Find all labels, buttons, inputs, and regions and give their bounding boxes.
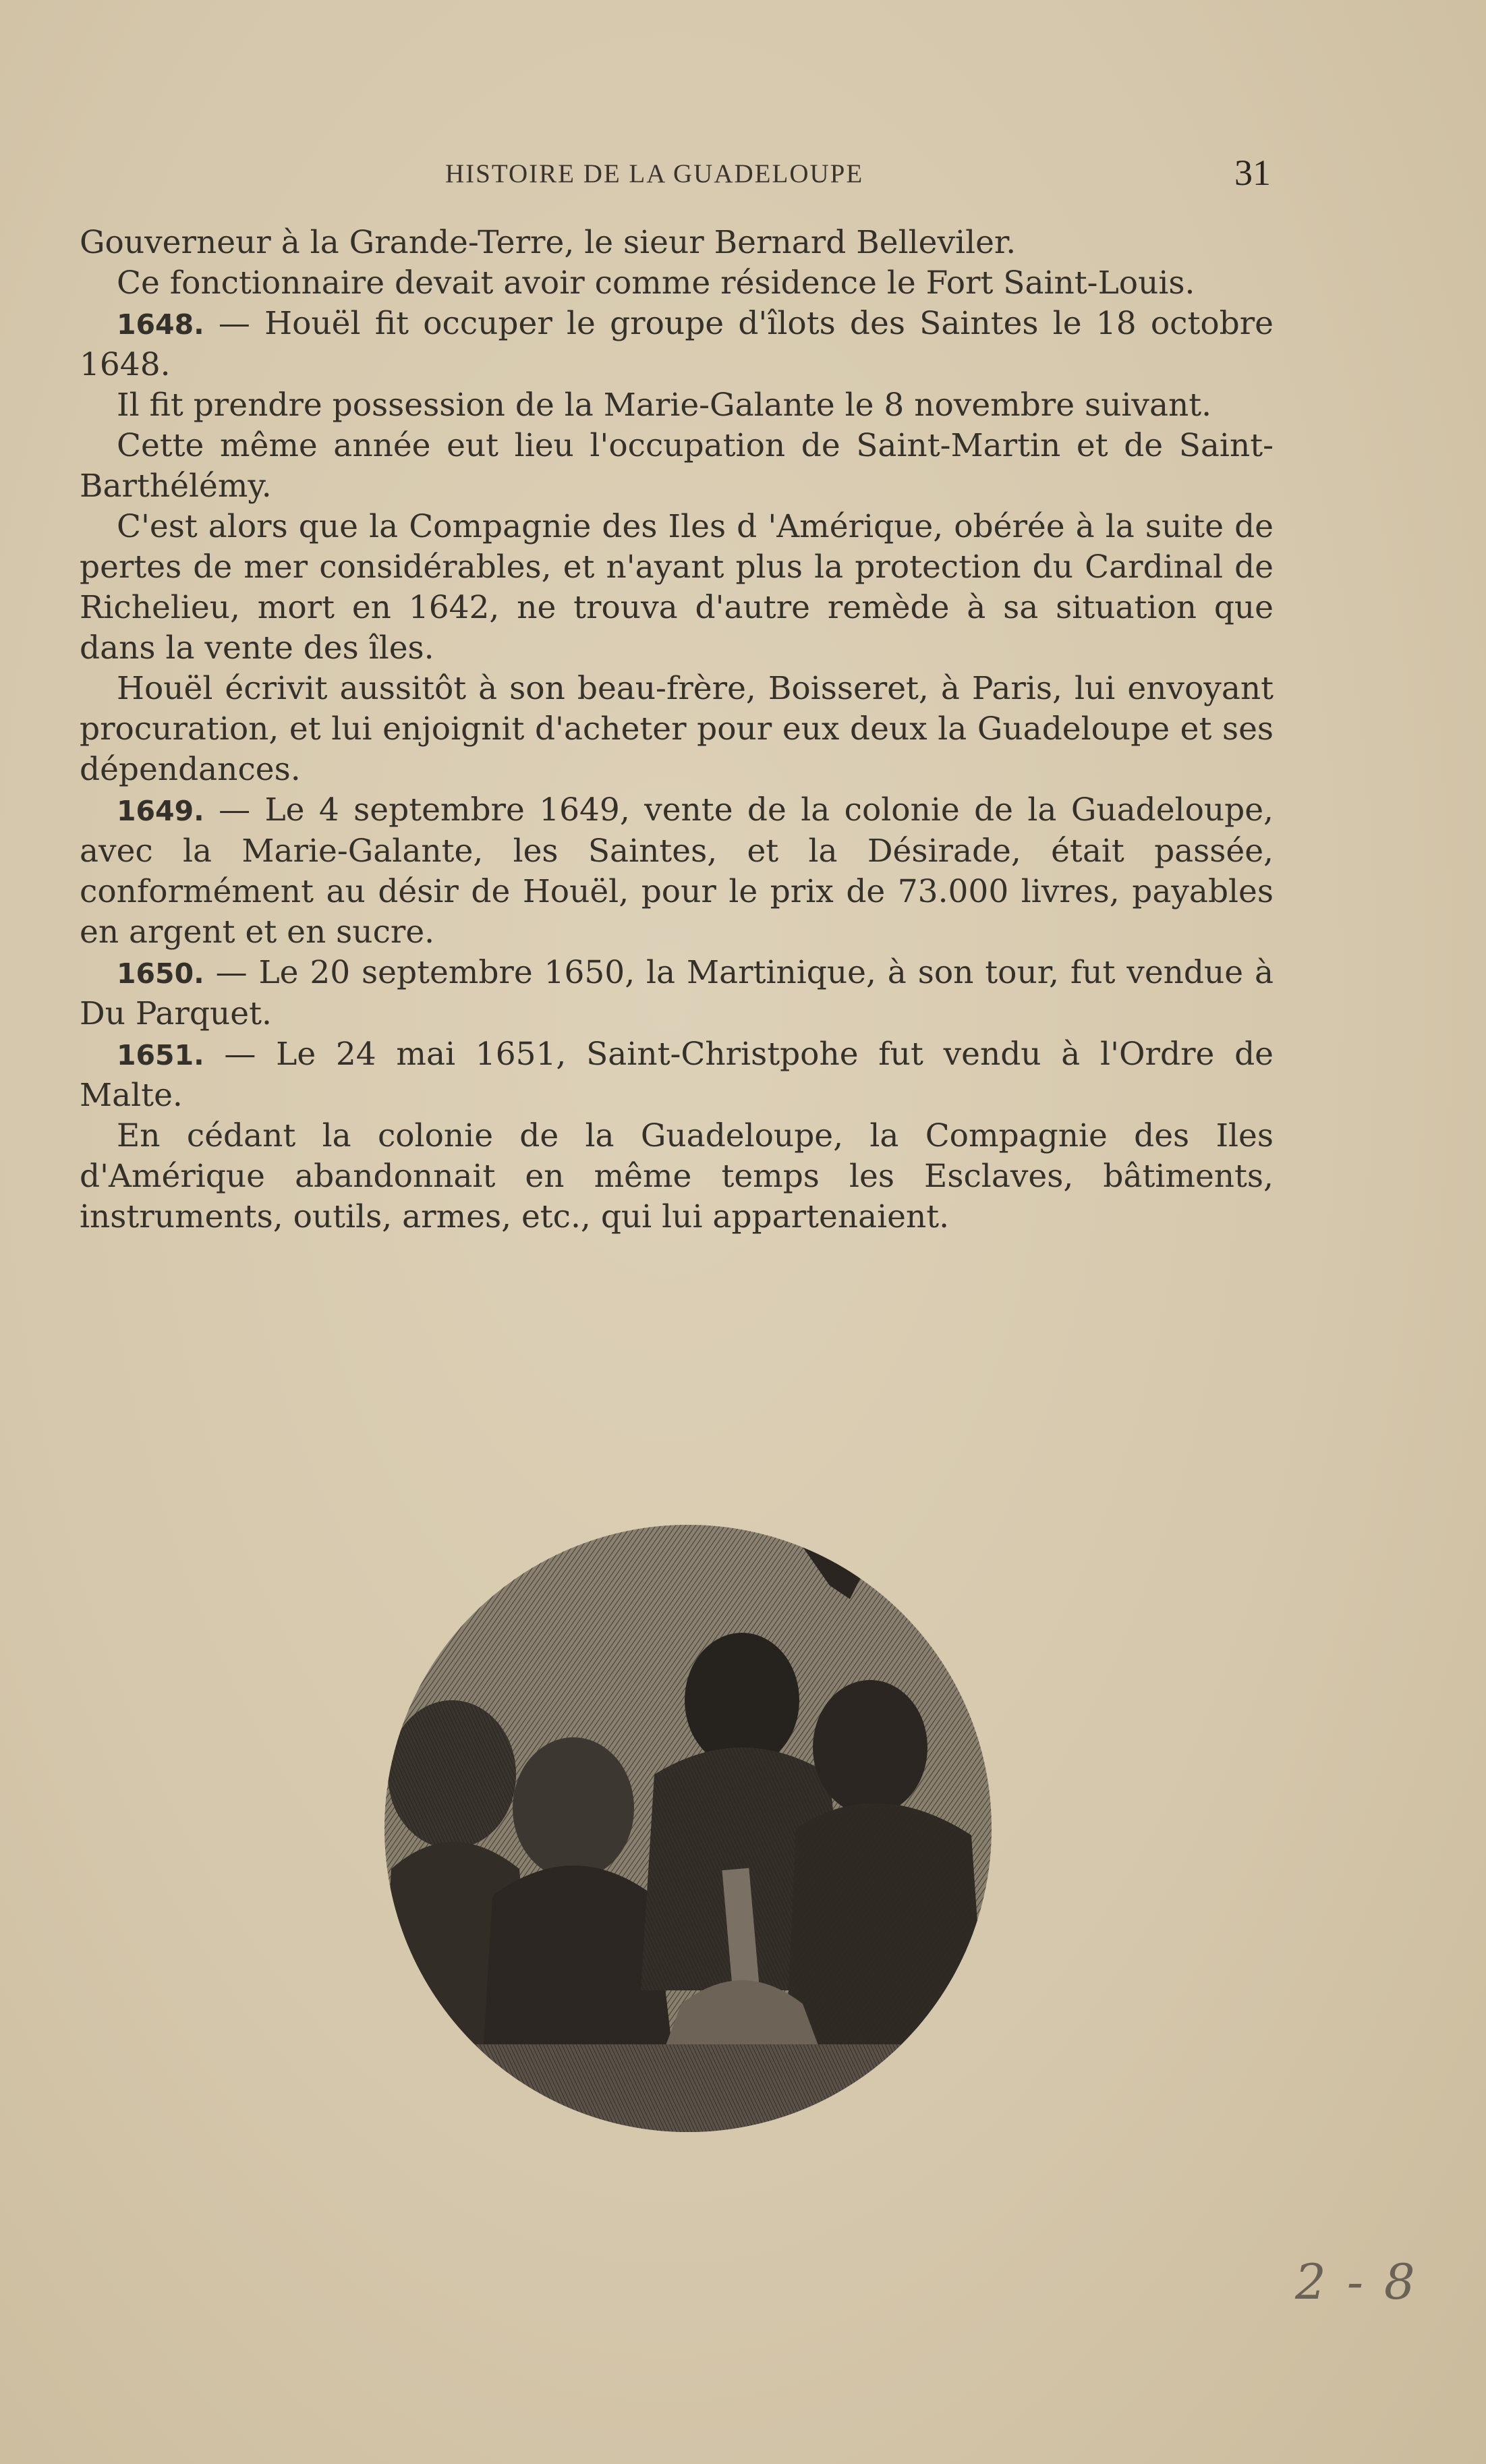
running-title: HISTOIRE DE LA GUADELOUPE [445,159,864,188]
body-text [80,223,1274,1237]
paragraph: Ce fonctionnaire devait avoir comme résidence le Fort Saint-Louis. [117,264,1195,302]
paragraph: Gouverneur à la Grande-Terre, le sieur Bernard Belleviler. [80,224,1017,261]
year-label: 1649. [117,795,204,827]
engraving-figures-around-fire-icon [364,1518,1005,2139]
paragraph: Houël écrivit aussitôt à son beau-frère, Boisseret, à Paris, lui envoyant procuration, et lui enjoignit d'acheter pour eux deux la Guadeloupe et ses dépendances. [80,670,1274,788]
paragraph: 1648. — Houël fit occuper le groupe d'îlots des Saintes le 18 octobre 1648. [80,305,1274,383]
year-label: 1651. [117,1039,204,1071]
page-number: 31 [1234,152,1271,193]
paragraph: C'est alors que la Compagnie des Iles d 'Amérique, obérée à la suite de pertes de mer considérables, et n'ayant plus la protection du Cardinal de Richelieu, mort en 1642, ne trouva d'autre remède à sa situation que dans la vente des îles. [80,508,1274,667]
handwritten-note: 2 - 8 [1295,2253,1418,2310]
paragraph: 1649. — Le 4 septembre 1649, vente de la colonie de la Guadeloupe, avec la Marie-Galante, les Saintes, et la Désirade, était passée, conformément au désir de Houël, pour le prix de 73.000 livres, payables en argent et en sucre. [80,791,1274,951]
paragraph: 1650. — Le 20 septembre 1650, la Martinique, à son tour, fut vendue à Du Parquet. [80,954,1274,1032]
page-header [0,152,1486,199]
year-label: 1650. [117,957,204,990]
paragraph: 1651. — Le 24 mai 1651, Saint-Christpohe fut vendu à l'Ordre de Malte. [80,1036,1274,1114]
paragraph: En cédant la colonie de la Guadeloupe, la Compagnie des Iles d'Amérique abandonnait en même temps les Esclaves, bâtiments, instruments, outils, armes, etc., qui lui appartenaient. [80,1117,1274,1235]
paragraph: Il fit prendre possession de la Marie-Galante le 8 novembre suivant. [117,387,1212,424]
year-label: 1648. [117,308,204,341]
engraving-vignette [364,1518,1005,2139]
paragraph: Cette même année eut lieu l'occupation de Saint-Martin et de Saint-Barthélémy. [80,427,1274,505]
